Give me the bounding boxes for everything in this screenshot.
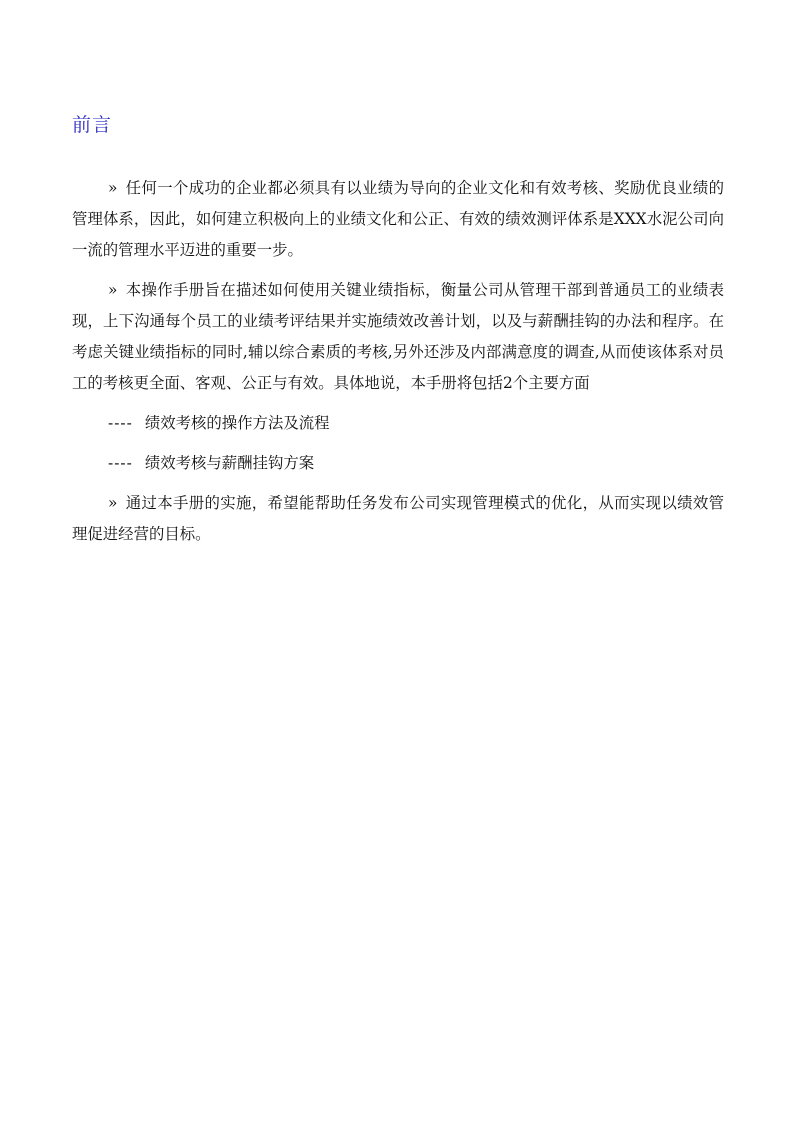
document-body — [72, 173, 724, 559]
list-item-2 — [72, 448, 724, 479]
paragraph-marker: » — [108, 281, 118, 299]
list-marker: ---- — [108, 414, 133, 432]
list-item-text: 绩效考核与薪酬挂钩方案 — [144, 454, 315, 472]
paragraph-text: 通过本手册的实施，希望能帮助任务发布公司实现管理模式的优化，从而实现以绩效管理促进经营的目标。 — [72, 494, 724, 543]
paragraph-text: 本操作手册旨在描述如何使用关键业绩指标，衡量公司从管理干部到普通员工的业绩表现，上下沟通每个员工的业绩考评结果并实施绩效改善计划，以及与薪酬挂钩的办法和程序。在考虑关键业绩指标的同时,辅以综合素质的考核,另外还涉及内部满意度的调查,从而使该体系对员工的考核更全面、客观、公正与有效。具体地说，本手册将包括2个主要方面 — [72, 281, 724, 392]
section-heading: 前言 — [72, 114, 113, 136]
paragraph-marker: » — [108, 179, 118, 197]
list-item-text: 绩效考核的操作方法及流程 — [144, 414, 330, 432]
paragraph-text: 任何一个成功的企业都必须具有以业绩为导向的企业文化和有效考核、奖励优良业绩的管理体系，因此，如何建立积极向上的业绩文化和公正、有效的绩效测评体系是XXX水泥公司向一流的管理水平迈进的重要一步。 — [72, 179, 724, 259]
list-marker: ---- — [108, 454, 133, 472]
paragraph-2 — [72, 275, 724, 399]
paragraph-marker: » — [108, 494, 118, 512]
list-item-1 — [72, 408, 724, 439]
paragraph-1 — [72, 173, 724, 266]
closing-paragraph — [72, 488, 724, 550]
